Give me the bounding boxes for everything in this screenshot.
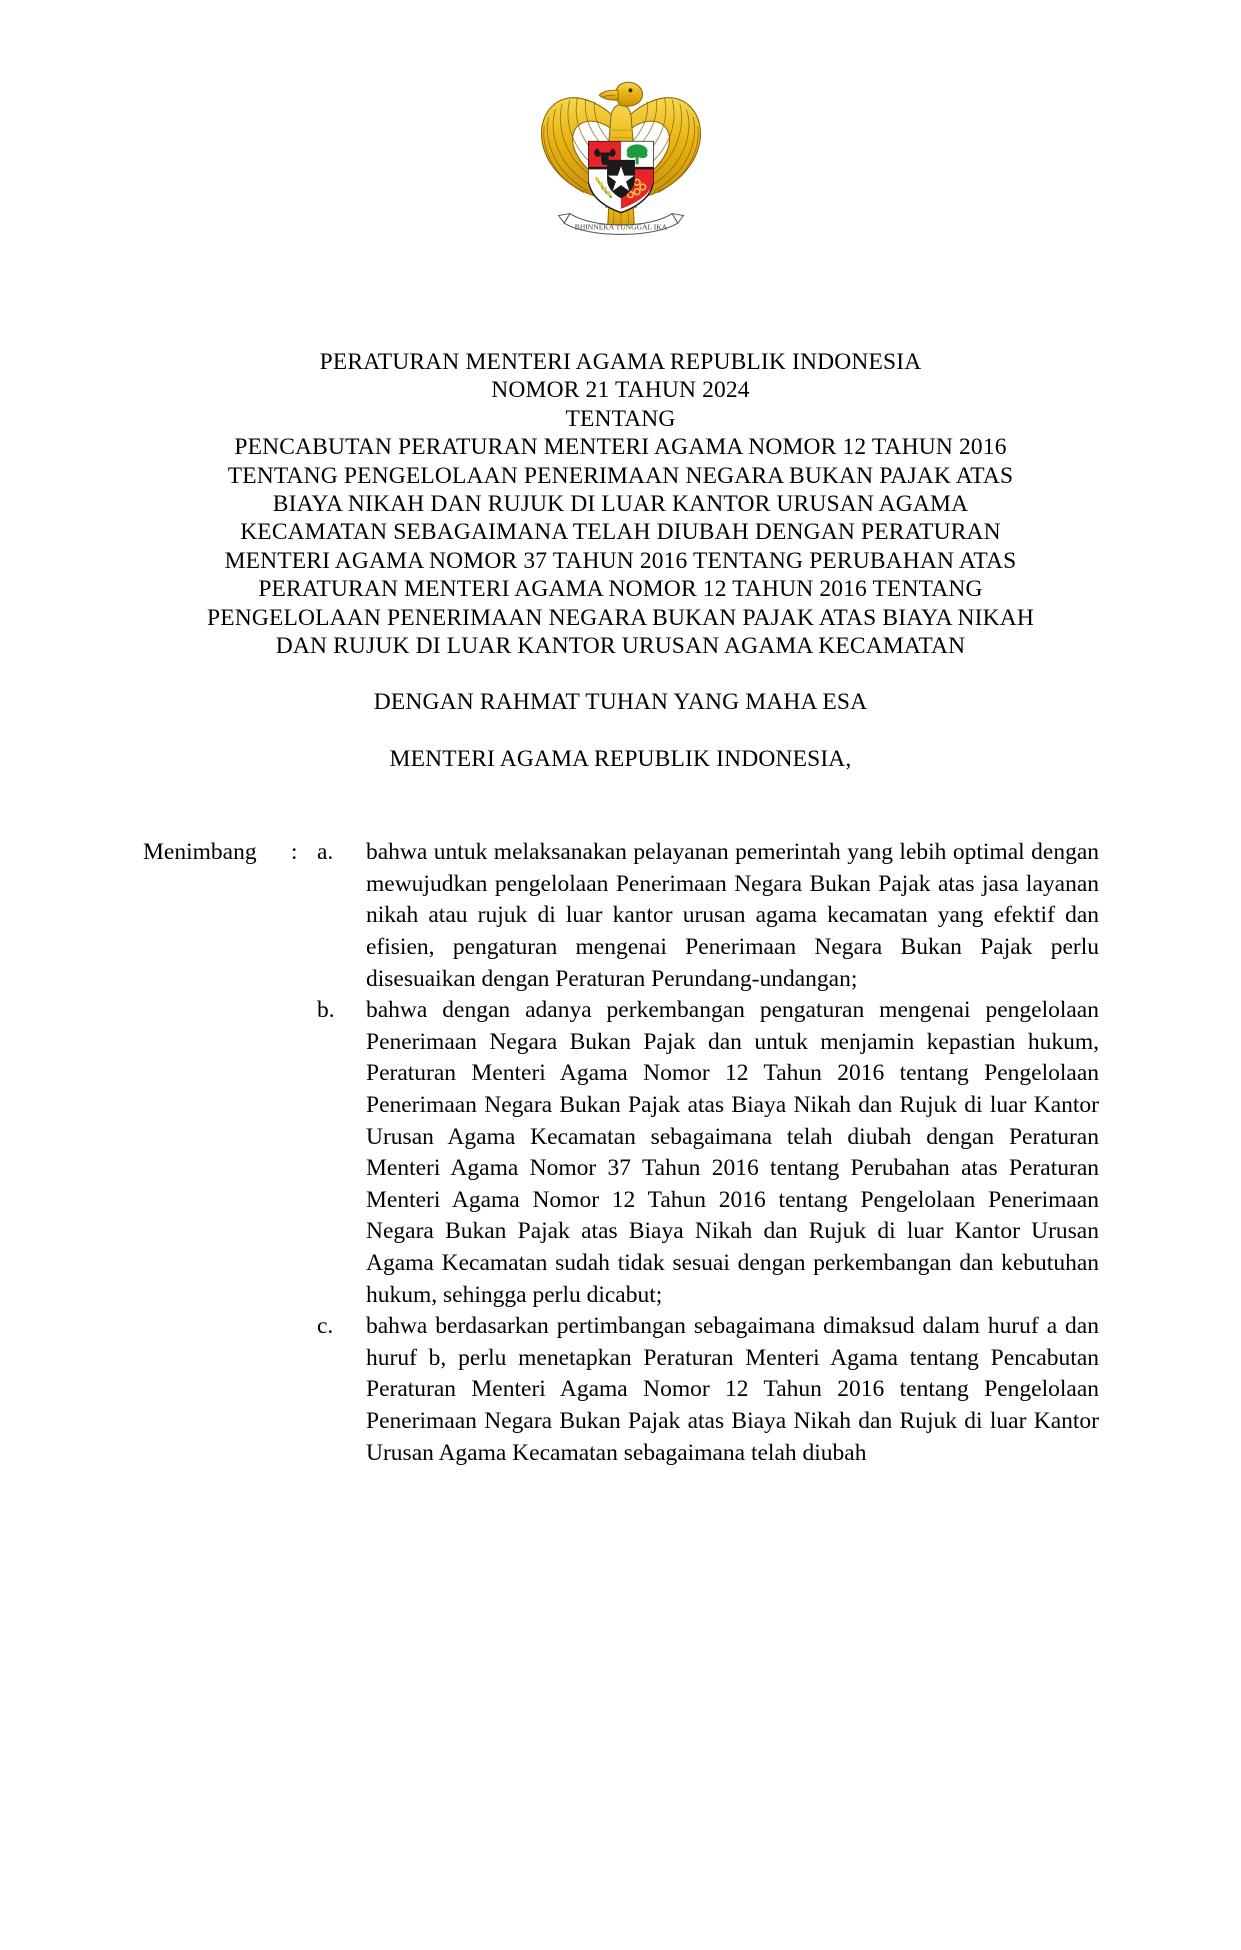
consideration-item-a [143,837,1099,995]
item-marker-a: a. [317,839,334,866]
title-line-tentang: TENTANG [565,405,676,432]
head-icon [599,82,642,106]
title-line-11: DAN RUJUK DI LUAR KANTOR URUSAN AGAMA KECAMATAN [275,633,966,660]
authority-line: MENTERI AGAMA REPUBLIK INDONESIA, [389,745,852,772]
title-line-number: NOMOR 21 TAHUN 2024 [491,377,750,404]
considerations-colon: : [291,839,298,866]
title-line-1: PERATURAN MENTERI AGAMA REPUBLIK INDONESIA [319,349,922,375]
item-text-b: bahwa dengan adanya perkembangan pengaturan mengenai pengelolaan Penerimaan Negara Bukan Pajak dan untuk menjamin kepastian hukum, Peraturan Menteri Agama Nomor 12 Tahun 2016 tentang Pengelolaan Penerimaan Negara Bukan Pajak atas Biaya Nikah dan Rujuk di luar Kantor Urusan Agama Kecamatan sebagaimana telah diubah dengan Peraturan Menteri Agama Nomor 37 Tahun 2016 tentang Perubahan atas Peraturan Menteri Agama Nomor 12 Tahun 2016 tentang Pengelolaan Penerimaan Negara Bukan Pajak atas Biaya Nikah dan Rujuk di luar Kantor Urusan Agama Kecamatan sudah tidak sesuai dengan perkembangan dan kebutuhan hukum, sehingga perlu dicabut; [366,997,1099,1308]
title-line-5: TENTANG PENGELOLAAN PENERIMAAN NEGARA BUKAN PAJAK ATAS [227,462,1014,489]
title-line-8: MENTERI AGAMA NOMOR 37 TAHUN 2016 TENTANG PERUBAHAN ATAS [224,547,1017,574]
item-marker-c: c. [317,1313,334,1340]
item-text-a: bahwa untuk melaksanakan pelayanan pemerintah yang lebih optimal dengan mewujudkan pengelolaan Penerimaan Negara Bukan Pajak atas jasa layanan nikah atau rujuk di luar kantor urusan agama kecamatan yang efektif dan efisien, pengaturan mengenai Penerimaan Negara Bukan Pajak perlu disesuaikan dengan Peraturan Perundang-undangan; [366,839,1099,992]
pancasila-shield-icon [588,142,652,213]
title-line-6: BIAYA NIKAH DAN RUJUK DI LUAR KANTOR URUSAN AGAMA [272,491,969,518]
emblem-container [0,0,1241,232]
considerations-label: Menimbang [143,839,257,866]
title-line-7: KECAMATAN SEBAGAIMANA TELAH DIUBAH DENGAN PERATURAN [240,519,1001,546]
item-marker-b: b. [317,997,335,1024]
consideration-item-c [143,1311,1099,1469]
motto-text: BHINNEKA TUNGGAL IKA [574,222,667,232]
title-line-10: PENGELOLAAN PENERIMAAN NEGARA BUKAN PAJAK ATAS BIAYA NIKAH [207,604,1034,631]
blessing-line: DENGAN RAHMAT TUHAN YANG MAHA ESA [373,689,868,716]
title-line-4: PENCABUTAN PERATURAN MENTERI AGAMA NOMOR 12 TAHUN 2016 [234,434,1007,461]
title-line-9: PERATURAN MENTERI AGAMA NOMOR 12 TAHUN 2016 TENTANG [258,576,983,603]
considerations-section [0,837,1241,1469]
document-title-block [0,348,1241,773]
item-text-c: bahwa berdasarkan pertimbangan sebagaimana dimaksud dalam huruf a dan huruf b, perlu menetapkan Peraturan Menteri Agama tentang Pencabutan Peraturan Menteri Agama Nomor 12 Tahun 2016 tentang Pengelolaan Penerimaan Negara Bukan Pajak atas Biaya Nikah dan Rujuk di luar Kantor Urusan Agama Kecamatan sebagaimana telah diubah [366,1313,1099,1466]
garuda-pancasila-icon [516,62,726,242]
consideration-item-b [143,995,1099,1311]
